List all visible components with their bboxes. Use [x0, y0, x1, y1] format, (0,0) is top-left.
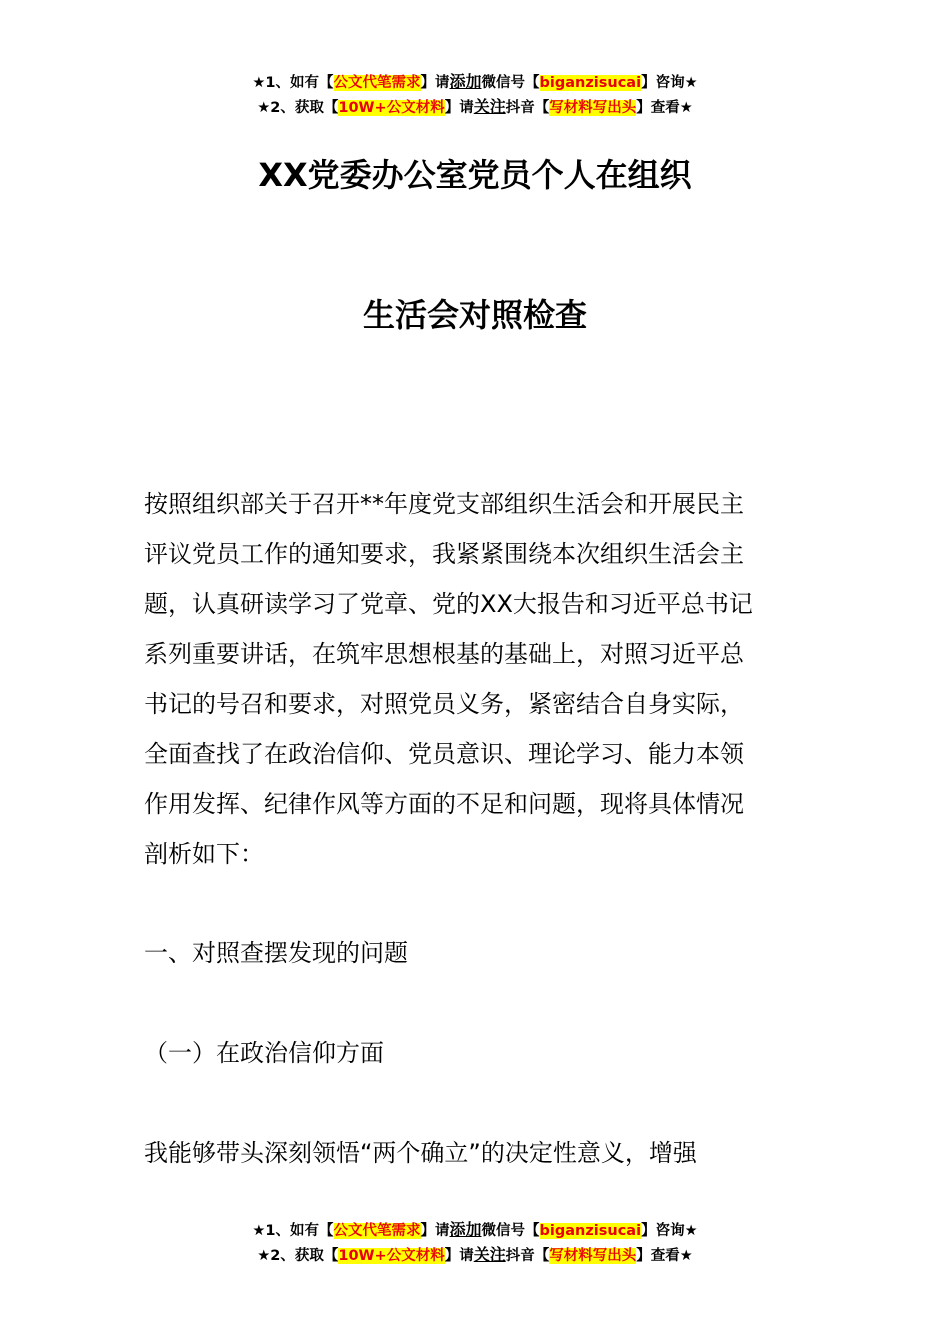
banner-text: 】请: [420, 75, 450, 91]
subsection-heading: （一）在政治信仰方面: [144, 1039, 384, 1067]
banner-text: 微信号【: [481, 1223, 540, 1239]
banner-text: ★2、获取【: [257, 100, 339, 116]
bottom-banner: [0, 1218, 950, 1268]
banner-highlight: 10W+公文材料: [338, 1248, 445, 1264]
banner-text: ★1、如有【: [252, 1223, 334, 1239]
banner-highlight: 10W+公文材料: [338, 100, 445, 116]
paragraph-line: 作用发挥、纪律作风等方面的不足和问题，现将具体情况: [144, 790, 744, 818]
top-banner: [0, 70, 950, 120]
banner-line-1: [0, 70, 950, 95]
paragraph-line: 题，认真研读学习了党章、党的XX大报告和习近平总书记: [144, 590, 753, 618]
banner-underlined-text: 添加: [449, 72, 482, 91]
banner-text: 】请: [444, 100, 474, 116]
document-title-line-2: 生活会对照检查: [362, 296, 587, 334]
banner-text: 】咨询★: [641, 75, 698, 91]
paragraph-line: 书记的号召和要求，对照党员义务，紧密结合自身实际，: [144, 690, 744, 718]
paragraph-line: 剖析如下：: [144, 840, 264, 868]
banner-text: 】请: [444, 1248, 474, 1264]
banner-line-2: [0, 95, 950, 120]
banner-text: 】咨询★: [641, 1223, 698, 1239]
document-title-line-1: XX党委办公室党员个人在组织: [258, 156, 692, 194]
intro-paragraph: [144, 479, 810, 879]
banner-text: 抖音【: [505, 100, 550, 116]
banner-highlight: 公文代笔需求: [333, 75, 421, 91]
banner-underlined-text: 添加: [449, 1220, 482, 1239]
banner-highlight: 写材料写出头: [549, 1248, 637, 1264]
banner-highlight: biganzisucai: [539, 1223, 642, 1239]
banner-underlined-text: 关注: [473, 1245, 506, 1264]
banner-highlight: biganzisucai: [539, 75, 642, 91]
paragraph-line: 评议党员工作的通知要求，我紧紧围绕本次组织生活会主: [144, 540, 744, 568]
banner-text: 】查看★: [636, 1248, 693, 1264]
section-heading: 一、对照查摆发现的问题: [144, 939, 408, 967]
banner-underlined-text: 关注: [473, 97, 506, 116]
banner-highlight: 公文代笔需求: [333, 1223, 421, 1239]
banner-text: ★2、获取【: [257, 1248, 339, 1264]
banner-text: 】查看★: [636, 100, 693, 116]
body-paragraph: 我能够带头深刻领悟“两个确立”的决定性意义，增强: [144, 1139, 697, 1167]
paragraph-line: 全面查找了在政治信仰、党员意识、理论学习、能力本领: [144, 740, 744, 768]
banner-line-2: [0, 1243, 950, 1268]
paragraph-line: 按照组织部关于召开**年度党支部组织生活会和开展民主: [144, 490, 744, 518]
banner-highlight: 写材料写出头: [549, 100, 637, 116]
banner-line-1: [0, 1218, 950, 1243]
banner-text: 抖音【: [505, 1248, 550, 1264]
banner-text: ★1、如有【: [252, 75, 334, 91]
banner-text: 微信号【: [481, 75, 540, 91]
paragraph-line: 系列重要讲话，在筑牢思想根基的基础上，对照习近平总: [144, 640, 744, 668]
banner-text: 】请: [420, 1223, 450, 1239]
